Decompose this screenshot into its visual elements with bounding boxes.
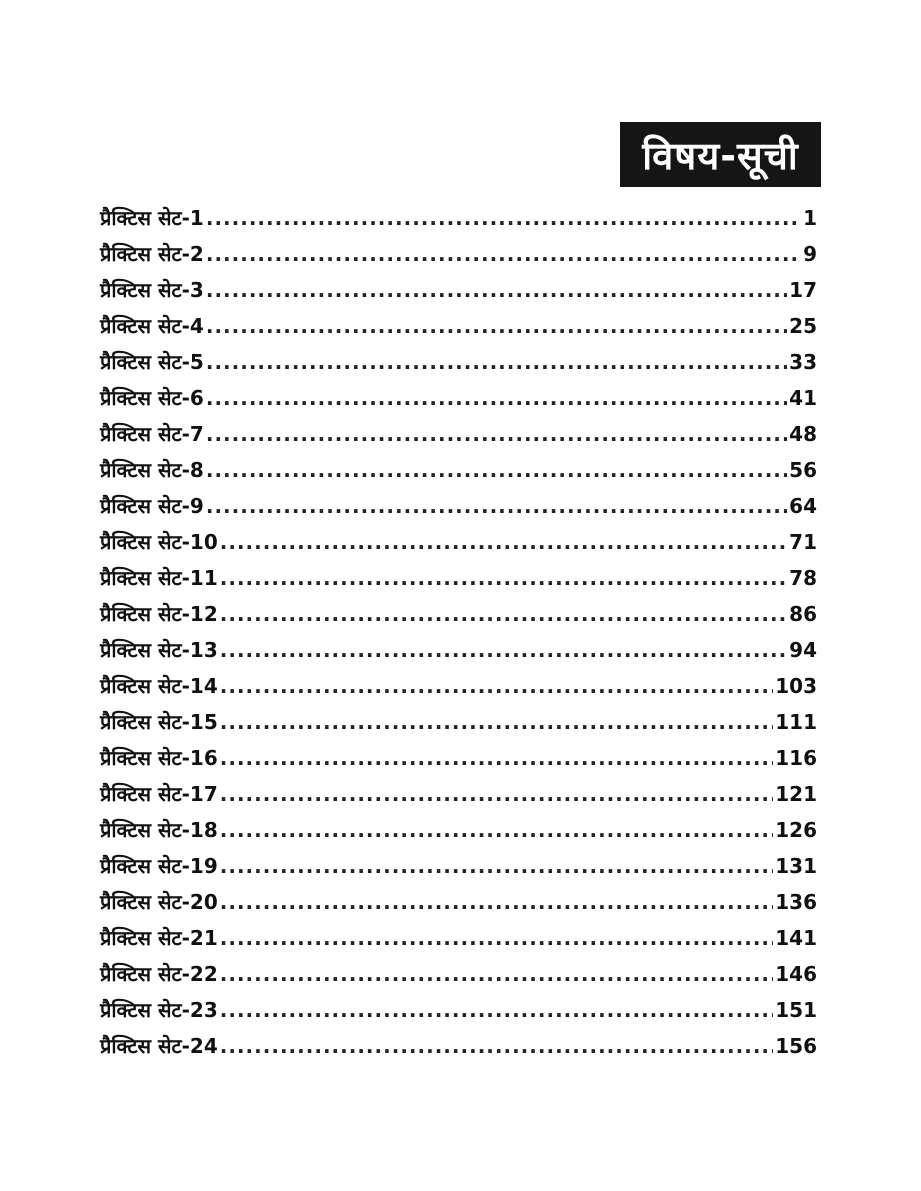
toc-entry[interactable] [100, 344, 817, 380]
toc-entry[interactable] [100, 416, 817, 452]
toc-entry-label: प्रैक्टिस सेट-14 [100, 674, 218, 698]
toc-entry-label: प्रैक्टिस सेट-2 [100, 242, 204, 266]
toc-entry[interactable] [100, 956, 817, 992]
toc-entry[interactable] [100, 236, 817, 272]
toc-entry-label: प्रैक्टिस सेट-8 [100, 458, 204, 482]
toc-entry-page-number: 33 [789, 350, 817, 374]
toc-entry[interactable] [100, 488, 817, 524]
toc-entry-label: प्रैक्टिस सेट-15 [100, 710, 218, 734]
toc-entry[interactable] [100, 200, 817, 236]
toc-entry[interactable] [100, 632, 817, 668]
dot-leader [206, 488, 787, 524]
toc-entry-page-number: 41 [789, 386, 817, 410]
toc-entry-label: प्रैक्टिस सेट-1 [100, 206, 204, 230]
toc-entry-page-number: 146 [775, 962, 817, 986]
toc-entry[interactable] [100, 740, 817, 776]
toc-entry-label: प्रैक्टिस सेट-23 [100, 998, 218, 1022]
toc-entry[interactable] [100, 920, 817, 956]
toc-entry-label: प्रैक्टिस सेट-20 [100, 890, 218, 914]
dot-leader [220, 776, 773, 812]
toc-entry[interactable] [100, 884, 817, 920]
dot-leader [206, 452, 787, 488]
page-title: विषय-सूची [620, 122, 821, 187]
toc-entry-page-number: 17 [789, 278, 817, 302]
toc-entry-label: प्रैक्टिस सेट-5 [100, 350, 204, 374]
dot-leader [220, 668, 773, 704]
toc-entry-label: प्रैक्टिस सेट-17 [100, 782, 218, 806]
dot-leader [220, 560, 787, 596]
toc-entry-page-number: 111 [775, 710, 817, 734]
toc-entry-label: प्रैक्टिस सेट-3 [100, 278, 204, 302]
toc-entry[interactable] [100, 1028, 817, 1064]
toc-entry[interactable] [100, 272, 817, 308]
toc-entry-page-number: 151 [775, 998, 817, 1022]
toc-entry-page-number: 156 [775, 1034, 817, 1058]
dot-leader [206, 272, 787, 308]
toc-entry-label: प्रैक्टिस सेट-16 [100, 746, 218, 770]
toc-entry-page-number: 78 [789, 566, 817, 590]
toc-entry-page-number: 116 [775, 746, 817, 770]
dot-leader [220, 596, 787, 632]
toc-entry[interactable] [100, 524, 817, 560]
toc-entry[interactable] [100, 596, 817, 632]
dot-leader [220, 704, 773, 740]
toc-entry-page-number: 126 [775, 818, 817, 842]
toc-entry-label: प्रैक्टिस सेट-13 [100, 638, 218, 662]
toc-entry-label: प्रैक्टिस सेट-18 [100, 818, 218, 842]
toc-entry-label: प्रैक्टिस सेट-9 [100, 494, 204, 518]
dot-leader [206, 308, 787, 344]
toc-entry-page-number: 141 [775, 926, 817, 950]
toc-entry-page-number: 121 [775, 782, 817, 806]
toc-entry[interactable] [100, 992, 817, 1028]
toc-entry-label: प्रैक्टिस सेट-19 [100, 854, 218, 878]
toc-entry-page-number: 94 [789, 638, 817, 662]
toc-entry-label: प्रैक्टिस सेट-11 [100, 566, 218, 590]
toc-entry[interactable] [100, 560, 817, 596]
dot-leader [220, 632, 787, 668]
dot-leader [220, 992, 773, 1028]
toc-entry-label: प्रैक्टिस सेट-6 [100, 386, 204, 410]
dot-leader [206, 344, 787, 380]
toc-entry[interactable] [100, 848, 817, 884]
dot-leader [220, 848, 773, 884]
dot-leader [220, 524, 787, 560]
toc-entry[interactable] [100, 380, 817, 416]
toc-entry-label: प्रैक्टिस सेट-22 [100, 962, 218, 986]
toc-entry-page-number: 56 [789, 458, 817, 482]
dot-leader [206, 416, 787, 452]
toc-entry[interactable] [100, 452, 817, 488]
dot-leader [220, 740, 773, 776]
toc-entry[interactable] [100, 308, 817, 344]
toc-entry-page-number: 48 [789, 422, 817, 446]
toc-entry-label: प्रैक्टिस सेट-12 [100, 602, 218, 626]
toc-entry[interactable] [100, 704, 817, 740]
toc-entry[interactable] [100, 776, 817, 812]
toc-entry[interactable] [100, 668, 817, 704]
dot-leader [206, 200, 801, 236]
dot-leader [220, 812, 773, 848]
toc-entry-page-number: 64 [789, 494, 817, 518]
toc-entry-page-number: 25 [789, 314, 817, 338]
toc-entry-label: प्रैक्टिस सेट-24 [100, 1034, 218, 1058]
dot-leader [206, 380, 787, 416]
toc-entry-page-number: 136 [775, 890, 817, 914]
dot-leader [220, 1028, 773, 1064]
toc-entry-label: प्रैक्टिस सेट-21 [100, 926, 218, 950]
toc-entry-page-number: 9 [803, 242, 817, 266]
toc-entry-label: प्रैक्टिस सेट-4 [100, 314, 204, 338]
toc-entry-page-number: 71 [789, 530, 817, 554]
toc-entry-label: प्रैक्टिस सेट-7 [100, 422, 204, 446]
table-of-contents [100, 200, 817, 1064]
toc-entry-page-number: 1 [803, 206, 817, 230]
dot-leader [220, 956, 773, 992]
dot-leader [220, 920, 773, 956]
toc-entry-label: प्रैक्टिस सेट-10 [100, 530, 218, 554]
dot-leader [206, 236, 801, 272]
dot-leader [220, 884, 773, 920]
toc-entry-page-number: 131 [775, 854, 817, 878]
toc-entry-page-number: 103 [775, 674, 817, 698]
toc-entry-page-number: 86 [789, 602, 817, 626]
toc-entry[interactable] [100, 812, 817, 848]
